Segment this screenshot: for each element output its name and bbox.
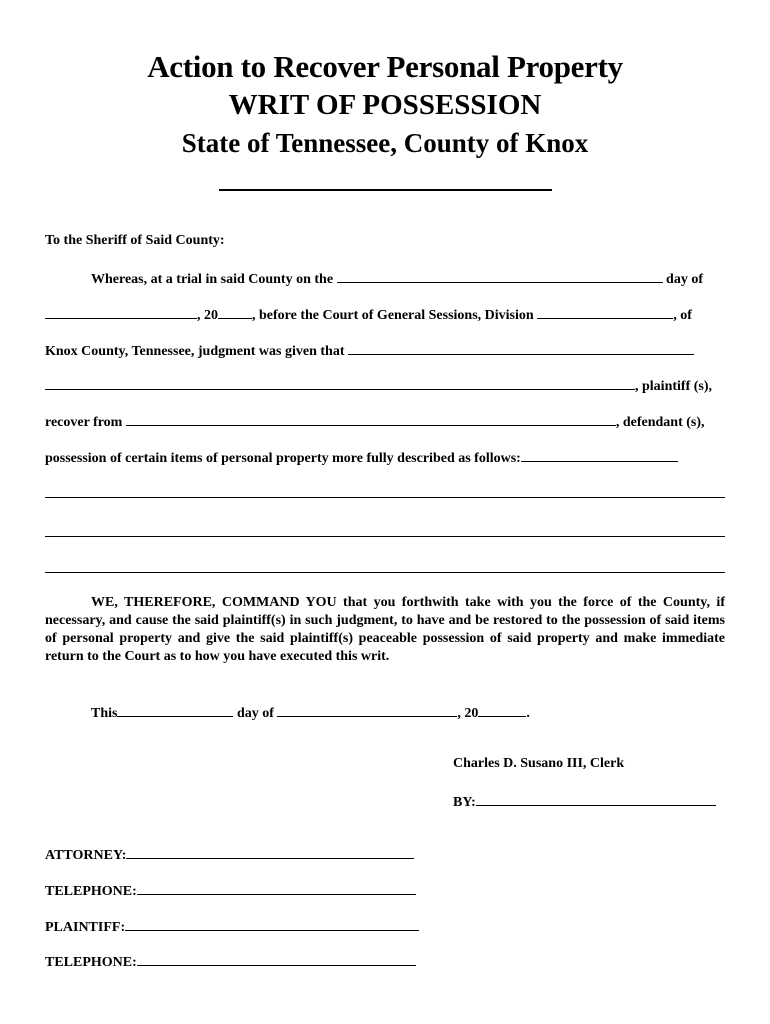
- title-writ: WRIT OF POSSESSION: [228, 89, 542, 121]
- court-text: , before the Court of General Sessions, Division: [252, 308, 534, 323]
- writ-year-field[interactable]: [478, 702, 526, 717]
- by-line: [453, 791, 716, 812]
- defendant-name-field[interactable]: [126, 411, 616, 426]
- court-line: [45, 304, 692, 325]
- writ-day-field[interactable]: [117, 702, 233, 717]
- telephone-line-1: [45, 880, 416, 901]
- plaintiff-contact-field[interactable]: [125, 916, 419, 931]
- telephone-label-2: TELEPHONE:: [45, 955, 137, 970]
- knox-text: Knox County, Tennessee, judgment was given that: [45, 344, 345, 359]
- this-text: This: [91, 706, 118, 721]
- trial-month-field[interactable]: [45, 304, 197, 319]
- defendant-line: [45, 411, 705, 432]
- whereas-text: Whereas, at a trial in said County on the: [91, 272, 334, 287]
- judgment-line: [45, 340, 694, 361]
- title-block: [0, 48, 770, 162]
- telephone-label-1: TELEPHONE:: [45, 884, 137, 899]
- defendant-text: , defendant (s),: [615, 415, 705, 430]
- property-line-1[interactable]: [45, 497, 725, 498]
- trial-year-field[interactable]: [218, 304, 252, 319]
- plaintiff-contact-line: [45, 916, 419, 937]
- command-lead: WE, THEREFORE, COMMAND YOU: [91, 595, 337, 610]
- year-prefix-text: , 20: [197, 308, 218, 323]
- telephone-line-2: [45, 951, 416, 972]
- plaintiff-label: PLAINTIFF:: [45, 920, 126, 935]
- plaintiff-text: , plaintiff (s),: [635, 379, 712, 394]
- judgment-field[interactable]: [348, 340, 694, 355]
- title-underline: [219, 189, 552, 191]
- attorney-field[interactable]: [126, 844, 414, 859]
- by-signature-field[interactable]: [476, 791, 716, 806]
- by-text: BY:: [453, 795, 476, 810]
- property-line-3[interactable]: [45, 572, 725, 573]
- property-line-2[interactable]: [45, 536, 725, 537]
- of-text: , of: [673, 308, 692, 323]
- title-state-county: State of Tennessee, County of Knox: [181, 128, 589, 158]
- attorney-label: ATTORNEY:: [45, 848, 127, 863]
- salutation: To the Sheriff of Said County:: [45, 233, 225, 248]
- trial-date-field[interactable]: [337, 268, 663, 283]
- dating-period: .: [526, 706, 530, 721]
- attorney-line: [45, 844, 414, 865]
- day-of-text: day of: [666, 272, 703, 287]
- attorney-telephone-field[interactable]: [137, 880, 416, 895]
- writ-month-field[interactable]: [277, 702, 457, 717]
- plaintiff-name-field[interactable]: [45, 375, 635, 390]
- plaintiff-line: [45, 375, 712, 396]
- dating-year-text: , 20: [457, 706, 479, 721]
- possession-line: [45, 447, 678, 468]
- whereas-line: [91, 268, 703, 289]
- title-action: Action to Recover Personal Property: [147, 49, 623, 84]
- clerk-name: Charles D. Susano III, Clerk: [453, 756, 625, 771]
- division-field[interactable]: [537, 304, 673, 319]
- dating-line: [91, 702, 530, 723]
- command-paragraph: [45, 594, 725, 666]
- possession-text: possession of certain items of personal property more fully described as follows:: [45, 451, 521, 466]
- dating-day-of-text: day of: [236, 706, 274, 721]
- command-text: that you forthwith take with you the force of the County, if necessary, and cause the said plaintiff(s) in such judgment, to have and be restored to the possession of said items of personal property and give the said plaintiff(s) peaceable possession of said property and make immediate return to the Court as to how you have executed this writ.: [45, 595, 725, 664]
- property-description-field[interactable]: [521, 447, 678, 462]
- plaintiff-telephone-field[interactable]: [137, 951, 416, 966]
- recover-from-text: recover from: [45, 415, 123, 430]
